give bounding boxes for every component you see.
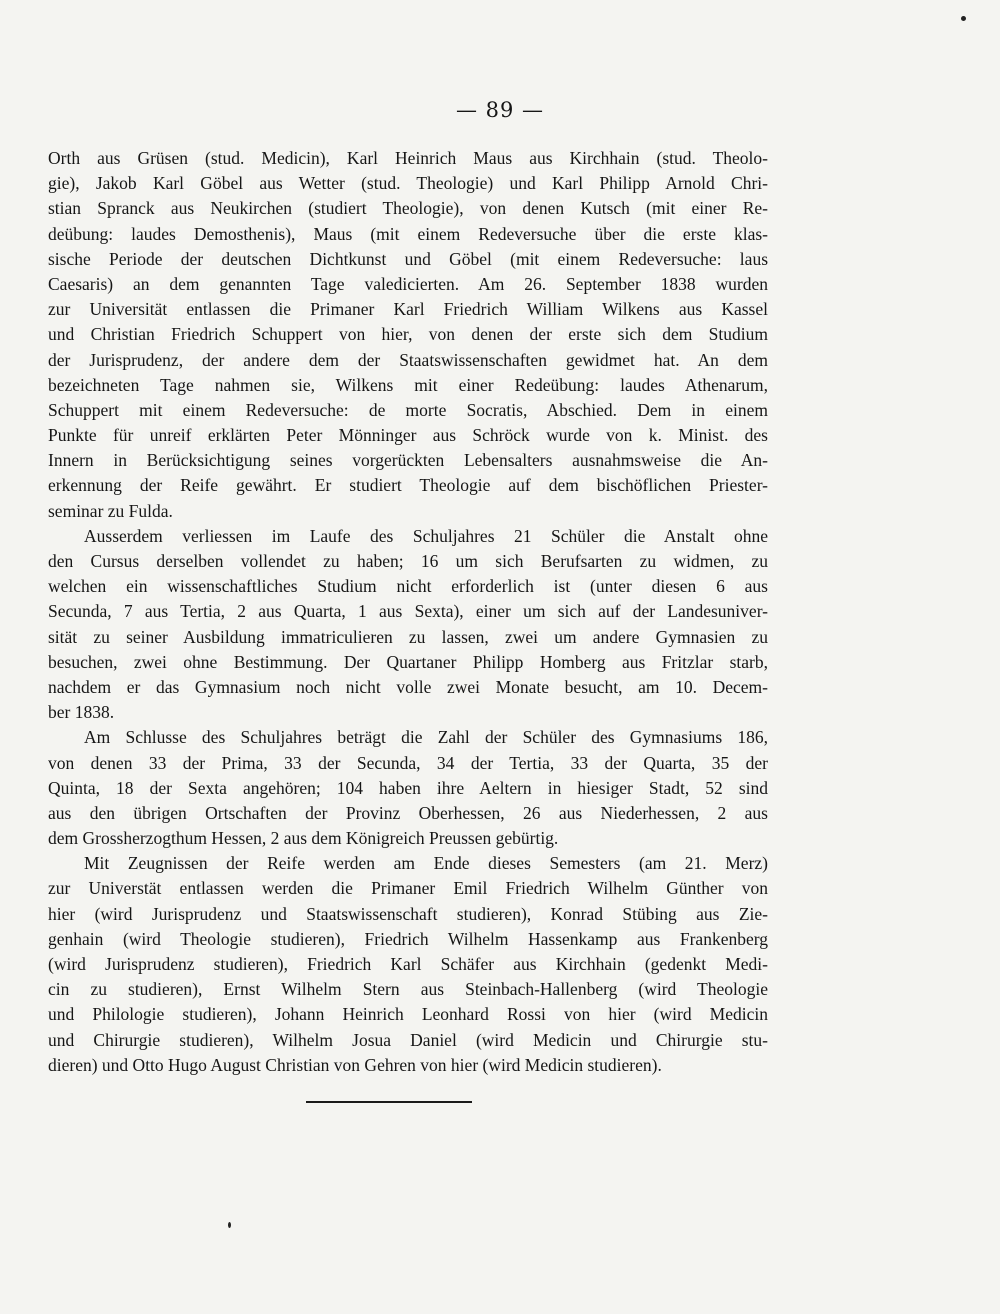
- text-line: dem Grossherzogthum Hessen, 2 aus dem Königreich Preussen gebürtig.: [48, 828, 559, 849]
- text-line: gie), Jakob Karl Göbel aus Wetter (stud. Theologie) und Karl Philipp Arnold Chri-: [48, 173, 768, 194]
- text-line: nachdem er das Gymnasium noch nicht volle zwei Monate besucht, am 10. Decem-: [48, 676, 768, 697]
- text-line: und Chirurgie studieren), Wilhelm Josua Daniel (wird Medicin und Chirurgie stu-: [48, 1029, 768, 1050]
- text-line: hier (wird Jurisprudenz und Staatswissenschaft studieren), Konrad Stübing aus Zie-: [48, 903, 768, 924]
- text-line: Caesaris) an dem genannten Tage valedicierten. Am 26. September 1838 wurden: [48, 273, 768, 294]
- text-line: besuchen, zwei ohne Bestimmung. Der Quartaner Philipp Homberg aus Fritzlar starb,: [48, 651, 768, 672]
- text-line: der Jurisprudenz, der andere dem der Staatswissenschaften gewidmet hat. An dem: [48, 349, 768, 370]
- text-line: bezeichneten Tage nahmen sie, Wilkens mit einer Redeübung: laudes Athenarum,: [48, 374, 768, 395]
- text-line: dieren) und Otto Hugo August Christian von Gehren von hier (wird Medicin studieren).: [48, 1054, 662, 1075]
- text-line: sische Periode der deutschen Dichtkunst und Göbel (mit einem Redeversuche: laus: [48, 248, 768, 269]
- text-line: (wird Jurisprudenz studieren), Friedrich Karl Schäfer aus Kirchhain (gedenkt Medi-: [48, 954, 768, 974]
- text-line: genhain (wird Theologie studieren), Friedrich Wilhelm Hassenkamp aus Frankenberg: [48, 928, 768, 949]
- text-line: Secunda, 7 aus Tertia, 2 aus Quarta, 1 aus Sexta), einer um sich auf der Landesuniver-: [48, 601, 768, 622]
- paragraph: [48, 524, 768, 726]
- text-line: und Philologie studieren), Johann Heinrich Leonhard Rossi von hier (wird Medicin: [48, 1004, 768, 1025]
- text-line: Punkte für unreif erklärten Peter Mönninger aus Schröck wurde von k. Minist. des: [48, 425, 768, 446]
- text-line: stian Spranck aus Neukirchen (studiert Theologie), von denen Kutsch (mit einer Re-: [48, 198, 768, 219]
- text-line: Am Schlusse des Schuljahres beträgt die Zahl der Schüler des Gymnasiums 186,: [84, 727, 768, 748]
- text-line: deübung: laudes Demosthenis), Maus (mit einem Redeversuche über die erste klas-: [48, 223, 768, 244]
- paragraph: [48, 851, 768, 1078]
- text-line: aus den übrigen Ortschaften der Provinz Oberhessen, 26 aus Niederhessen, 2 aus: [48, 802, 768, 823]
- text-line: welchen ein wissenschaftliches Studium nicht erforderlich ist (unter diesen 6 aus: [48, 576, 768, 597]
- paragraph: [48, 146, 768, 524]
- text-line: seminar zu Fulda.: [48, 500, 173, 521]
- closing-rule: [306, 1101, 472, 1103]
- paragraph: [48, 725, 768, 851]
- text-line: zur Universtät entlassen werden die Primaner Emil Friedrich Wilhelm Günther von: [48, 878, 768, 899]
- ink-speck: [961, 16, 966, 21]
- body-text: [48, 146, 768, 1078]
- page-number: — 89 —: [455, 98, 545, 122]
- text-line: Schuppert mit einem Redeversuche: de morte Socratis, Abschied. Dem in einem: [48, 399, 768, 420]
- text-line: ber 1838.: [48, 702, 115, 723]
- text-line: Ausserdem verliessen im Laufe des Schuljahres 21 Schüler die Anstalt ohne: [84, 525, 768, 546]
- text-line: und Christian Friedrich Schuppert von hier, von denen der erste sich dem Studium: [48, 324, 768, 345]
- text-line: Mit Zeugnissen der Reife werden am Ende dieses Semesters (am 21. Merz): [84, 853, 768, 874]
- text-line: Orth aus Grüsen (stud. Medicin), Karl Heinrich Maus aus Kirchhain (stud. Theolo-: [48, 148, 768, 168]
- text-line: sität zu seiner Ausbildung immatriculieren zu lassen, zwei um andere Gymnasien zu: [48, 626, 768, 647]
- ink-speck: [228, 1222, 231, 1228]
- text-line: zur Universität entlassen die Primaner Karl Friedrich William Wilkens aus Kassel: [48, 299, 768, 320]
- text-line: den Cursus derselben vollendet zu haben; 16 um sich Berufsarten zu widmen, zu: [48, 551, 768, 571]
- text-line: von denen 33 der Prima, 33 der Secunda, 34 der Tertia, 33 der Quarta, 35 der: [48, 752, 768, 773]
- text-line: Innern in Berücksichtigung seines vorgerückten Lebensalters ausnahmsweise die An-: [48, 450, 768, 471]
- text-line: cin zu studieren), Ernst Wilhelm Stern aus Steinbach-Hallenberg (wird Theologie: [48, 979, 768, 1000]
- text-line: erkennung der Reife gewährt. Er studiert Theologie auf dem bischöflichen Priester-: [48, 475, 768, 496]
- text-line: Quinta, 18 der Sexta angehören; 104 haben ihre Aeltern in hiesiger Stadt, 52 sind: [48, 777, 768, 798]
